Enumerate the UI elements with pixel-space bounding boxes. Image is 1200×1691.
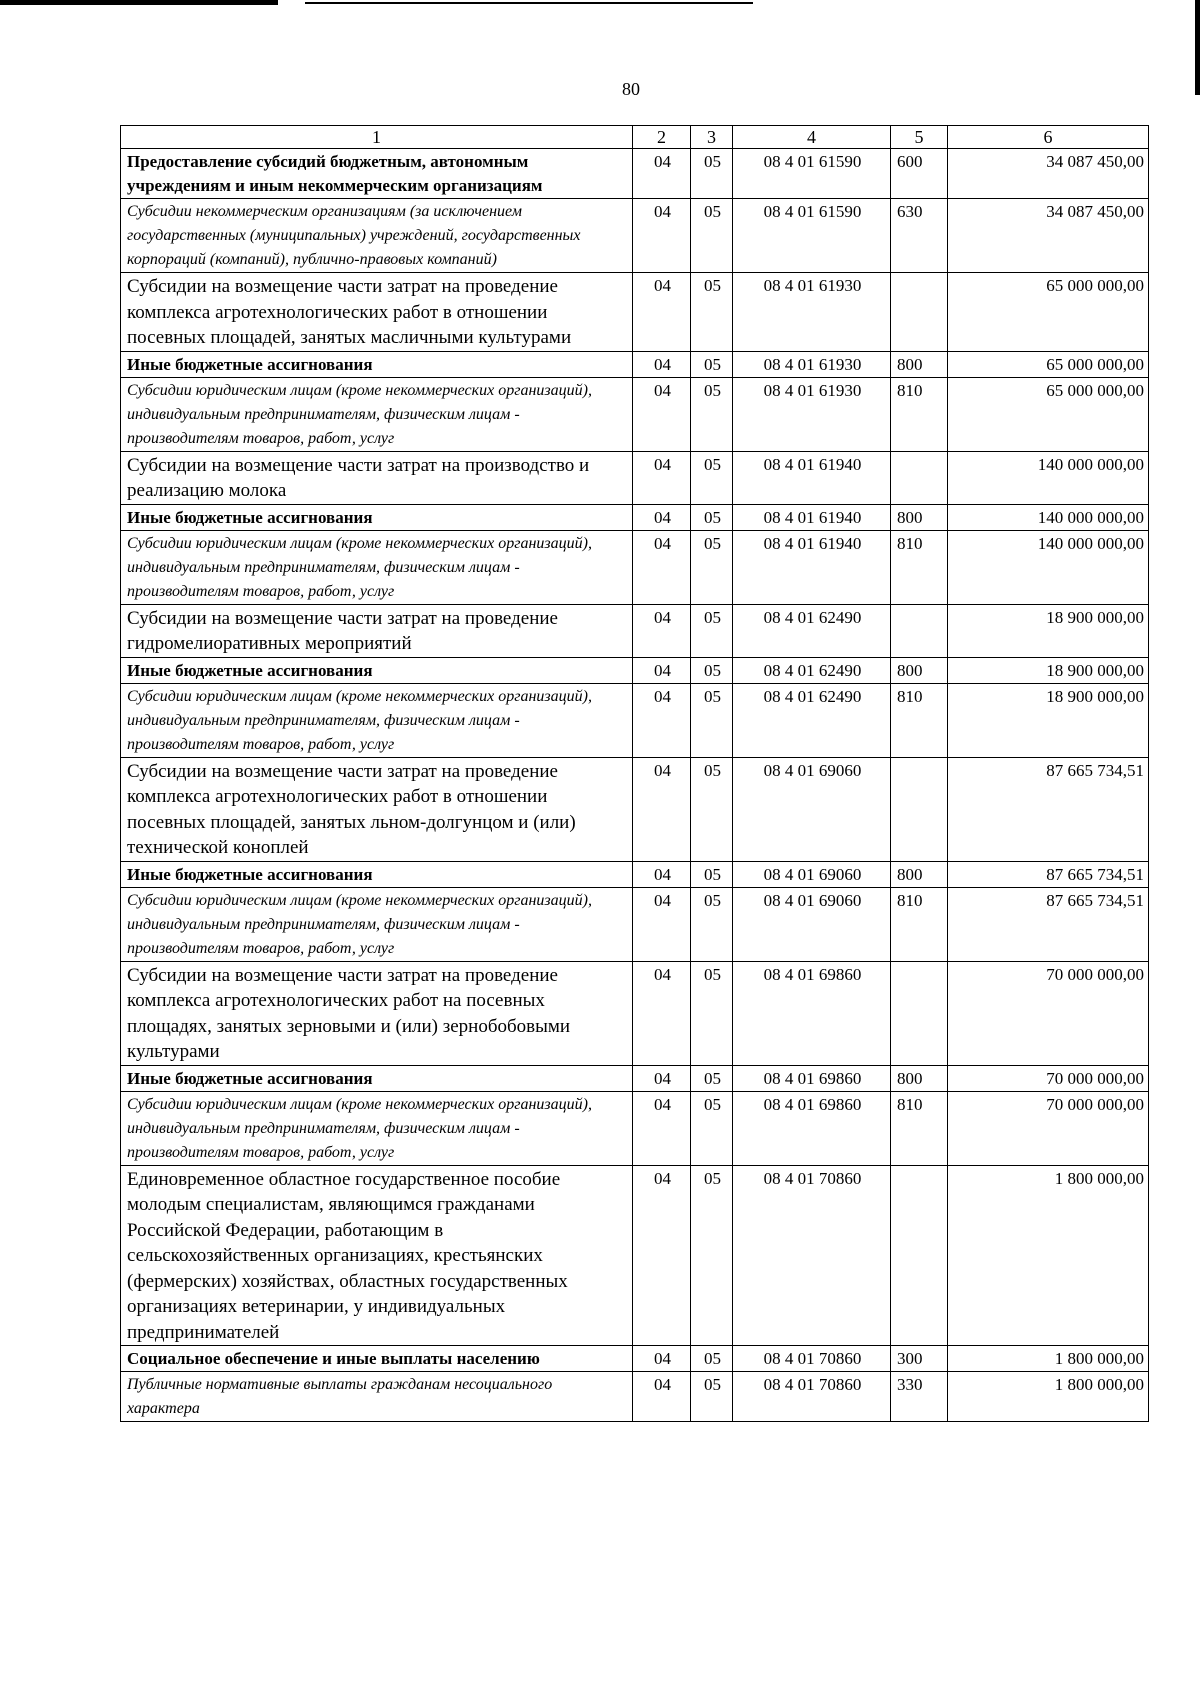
row-section-cell: 04 (633, 887, 691, 961)
row-amount-cell: 140 000 000,00 (948, 530, 1149, 604)
row-target-code-cell: 08 4 01 69860 (733, 1065, 891, 1091)
row-expense-type-cell (891, 273, 948, 352)
table-row (121, 377, 1149, 451)
row-section-cell: 04 (633, 961, 691, 1065)
table-row (121, 1346, 1149, 1372)
row-name-cell: Субсидии юридическим лицам (кроме некоммерческих организаций), индивидуальным предпринимателям, физическим лицам - производителям товаров, работ, услуг (121, 887, 633, 961)
row-expense-type-cell (891, 1165, 948, 1346)
row-section-cell: 04 (633, 504, 691, 530)
row-target-code-cell: 08 4 01 70860 (733, 1346, 891, 1372)
row-section-cell: 04 (633, 351, 691, 377)
row-target-code-cell: 08 4 01 62490 (733, 657, 891, 683)
column-header: 5 (891, 126, 948, 149)
row-target-code-cell: 08 4 01 62490 (733, 683, 891, 757)
column-header: 4 (733, 126, 891, 149)
row-expense-type-cell (891, 451, 948, 504)
row-amount-cell: 87 665 734,51 (948, 757, 1149, 861)
row-name-cell: Субсидии на возмещение части затрат на проведение гидромелиоративных мероприятий (121, 604, 633, 657)
row-section-cell: 04 (633, 1372, 691, 1422)
row-target-code-cell: 08 4 01 70860 (733, 1372, 891, 1422)
row-section-cell: 04 (633, 1091, 691, 1165)
row-name-cell: Субсидии юридическим лицам (кроме некоммерческих организаций), индивидуальным предпринимателям, физическим лицам - производителям товаров, работ, услуг (121, 1091, 633, 1165)
row-subsection-cell: 05 (691, 451, 733, 504)
row-subsection-cell: 05 (691, 757, 733, 861)
row-name-cell: Иные бюджетные ассигнования (121, 351, 633, 377)
table-row (121, 1165, 1149, 1346)
row-target-code-cell: 08 4 01 61930 (733, 377, 891, 451)
row-section-cell: 04 (633, 861, 691, 887)
row-name-cell: Иные бюджетные ассигнования (121, 1065, 633, 1091)
table-row (121, 961, 1149, 1065)
row-expense-type-cell: 600 (891, 149, 948, 199)
page-number: 80 (622, 79, 640, 99)
row-section-cell: 04 (633, 757, 691, 861)
row-target-code-cell: 08 4 01 69860 (733, 961, 891, 1065)
column-header: 6 (948, 126, 1149, 149)
table-row (121, 1091, 1149, 1165)
row-amount-cell: 1 800 000,00 (948, 1165, 1149, 1346)
row-amount-cell: 87 665 734,51 (948, 887, 1149, 961)
row-amount-cell: 65 000 000,00 (948, 377, 1149, 451)
row-name-cell: Публичные нормативные выплаты гражданам несоциального характера (121, 1372, 633, 1422)
table-row (121, 1372, 1149, 1422)
column-header: 3 (691, 126, 733, 149)
row-expense-type-cell: 800 (891, 861, 948, 887)
row-subsection-cell: 05 (691, 1372, 733, 1422)
row-target-code-cell: 08 4 01 69060 (733, 887, 891, 961)
row-subsection-cell: 05 (691, 683, 733, 757)
row-name-cell: Иные бюджетные ассигнования (121, 657, 633, 683)
scan-border-top-thick (0, 0, 278, 5)
row-name-cell: Субсидии юридическим лицам (кроме некоммерческих организаций), индивидуальным предпринимателям, физическим лицам - производителям товаров, работ, услуг (121, 530, 633, 604)
row-section-cell: 04 (633, 683, 691, 757)
row-target-code-cell: 08 4 01 61590 (733, 199, 891, 273)
row-subsection-cell: 05 (691, 604, 733, 657)
row-target-code-cell: 08 4 01 61940 (733, 504, 891, 530)
row-subsection-cell: 05 (691, 657, 733, 683)
row-name-cell: Иные бюджетные ассигнования (121, 504, 633, 530)
row-target-code-cell: 08 4 01 69060 (733, 861, 891, 887)
row-subsection-cell: 05 (691, 351, 733, 377)
row-section-cell: 04 (633, 657, 691, 683)
row-name-cell: Иные бюджетные ассигнования (121, 861, 633, 887)
budget-table (120, 125, 1149, 1422)
row-target-code-cell: 08 4 01 62490 (733, 604, 891, 657)
row-target-code-cell: 08 4 01 61940 (733, 451, 891, 504)
row-amount-cell: 65 000 000,00 (948, 351, 1149, 377)
table-row (121, 451, 1149, 504)
row-name-cell: Субсидии на возмещение части затрат на проведение комплекса агротехнологических работ в отношении посевных площадей, занятых масличными культурами (121, 273, 633, 352)
row-section-cell: 04 (633, 530, 691, 604)
row-subsection-cell: 05 (691, 199, 733, 273)
row-amount-cell: 18 900 000,00 (948, 683, 1149, 757)
column-header: 2 (633, 126, 691, 149)
row-subsection-cell: 05 (691, 961, 733, 1065)
row-expense-type-cell: 330 (891, 1372, 948, 1422)
row-target-code-cell: 08 4 01 70860 (733, 1165, 891, 1346)
table-row (121, 757, 1149, 861)
row-expense-type-cell: 810 (891, 530, 948, 604)
row-section-cell: 04 (633, 451, 691, 504)
row-name-cell: Предоставление субсидий бюджетным, автономным учреждениям и иным некоммерческим организациям (121, 149, 633, 199)
row-subsection-cell: 05 (691, 530, 733, 604)
row-section-cell: 04 (633, 1346, 691, 1372)
row-expense-type-cell: 800 (891, 351, 948, 377)
row-subsection-cell: 05 (691, 887, 733, 961)
row-expense-type-cell: 800 (891, 657, 948, 683)
row-section-cell: 04 (633, 1065, 691, 1091)
row-target-code-cell: 08 4 01 69060 (733, 757, 891, 861)
scan-border-top-thin (305, 2, 753, 4)
row-name-cell: Субсидии на возмещение части затрат на производство и реализацию молока (121, 451, 633, 504)
row-amount-cell: 140 000 000,00 (948, 504, 1149, 530)
row-name-cell: Единовременное областное государственное пособие молодым специалистам, являющимся гражданами Российской Федерации, работающим в сельскохозяйственных организациях, крестьянских (фермерских) хозяйствах, областных государственных организациях ветеринарии, у индивидуальных предпринимателей (121, 1165, 633, 1346)
row-amount-cell: 1 800 000,00 (948, 1346, 1149, 1372)
row-expense-type-cell (891, 961, 948, 1065)
row-amount-cell: 1 800 000,00 (948, 1372, 1149, 1422)
table-row (121, 351, 1149, 377)
row-name-cell: Субсидии на возмещение части затрат на проведение комплекса агротехнологических работ в отношении посевных площадей, занятых льном-долгунцом и (или) технической коноплей (121, 757, 633, 861)
scan-border-right (1195, 0, 1200, 95)
row-section-cell: 04 (633, 273, 691, 352)
row-subsection-cell: 05 (691, 1065, 733, 1091)
row-section-cell: 04 (633, 604, 691, 657)
row-subsection-cell: 05 (691, 861, 733, 887)
row-subsection-cell: 05 (691, 1091, 733, 1165)
table-row (121, 861, 1149, 887)
row-expense-type-cell: 810 (891, 683, 948, 757)
row-amount-cell: 65 000 000,00 (948, 273, 1149, 352)
row-expense-type-cell (891, 604, 948, 657)
row-section-cell: 04 (633, 199, 691, 273)
table-row (121, 887, 1149, 961)
row-expense-type-cell: 800 (891, 504, 948, 530)
row-amount-cell: 70 000 000,00 (948, 1065, 1149, 1091)
row-section-cell: 04 (633, 1165, 691, 1346)
row-amount-cell: 34 087 450,00 (948, 199, 1149, 273)
row-amount-cell: 87 665 734,51 (948, 861, 1149, 887)
table-row (121, 530, 1149, 604)
row-name-cell: Субсидии юридическим лицам (кроме некоммерческих организаций), индивидуальным предпринимателям, физическим лицам - производителям товаров, работ, услуг (121, 683, 633, 757)
row-amount-cell: 70 000 000,00 (948, 1091, 1149, 1165)
table-row (121, 1065, 1149, 1091)
table-row (121, 149, 1149, 199)
row-subsection-cell: 05 (691, 1165, 733, 1346)
budget-table-body (121, 126, 1149, 1422)
row-subsection-cell: 05 (691, 273, 733, 352)
table-row (121, 273, 1149, 352)
row-expense-type-cell: 810 (891, 1091, 948, 1165)
row-subsection-cell: 05 (691, 377, 733, 451)
row-target-code-cell: 08 4 01 69860 (733, 1091, 891, 1165)
row-section-cell: 04 (633, 377, 691, 451)
table-row (121, 199, 1149, 273)
row-amount-cell: 18 900 000,00 (948, 604, 1149, 657)
row-expense-type-cell: 810 (891, 887, 948, 961)
row-subsection-cell: 05 (691, 1346, 733, 1372)
column-header: 1 (121, 126, 633, 149)
row-target-code-cell: 08 4 01 61590 (733, 149, 891, 199)
row-name-cell: Субсидии юридическим лицам (кроме некоммерческих организаций), индивидуальным предпринимателям, физическим лицам - производителям товаров, работ, услуг (121, 377, 633, 451)
row-amount-cell: 34 087 450,00 (948, 149, 1149, 199)
table-row (121, 657, 1149, 683)
table-row (121, 504, 1149, 530)
row-target-code-cell: 08 4 01 61930 (733, 273, 891, 352)
row-expense-type-cell: 630 (891, 199, 948, 273)
table-row (121, 604, 1149, 657)
table-header-row (121, 126, 1149, 149)
row-expense-type-cell: 800 (891, 1065, 948, 1091)
row-amount-cell: 18 900 000,00 (948, 657, 1149, 683)
table-row (121, 683, 1149, 757)
row-name-cell: Социальное обеспечение и иные выплаты населению (121, 1346, 633, 1372)
row-expense-type-cell: 300 (891, 1346, 948, 1372)
row-subsection-cell: 05 (691, 149, 733, 199)
row-name-cell: Субсидии на возмещение части затрат на проведение комплекса агротехнологических работ на посевных площадях, занятых зерновыми и (или) зернобобовыми культурами (121, 961, 633, 1065)
row-expense-type-cell (891, 757, 948, 861)
row-subsection-cell: 05 (691, 504, 733, 530)
row-target-code-cell: 08 4 01 61940 (733, 530, 891, 604)
row-target-code-cell: 08 4 01 61930 (733, 351, 891, 377)
row-expense-type-cell: 810 (891, 377, 948, 451)
row-amount-cell: 70 000 000,00 (948, 961, 1149, 1065)
row-section-cell: 04 (633, 149, 691, 199)
row-amount-cell: 140 000 000,00 (948, 451, 1149, 504)
row-name-cell: Субсидии некоммерческим организациям (за исключением государственных (муниципальных) учреждений, государственных корпораций (компаний), публично-правовых компаний) (121, 199, 633, 273)
